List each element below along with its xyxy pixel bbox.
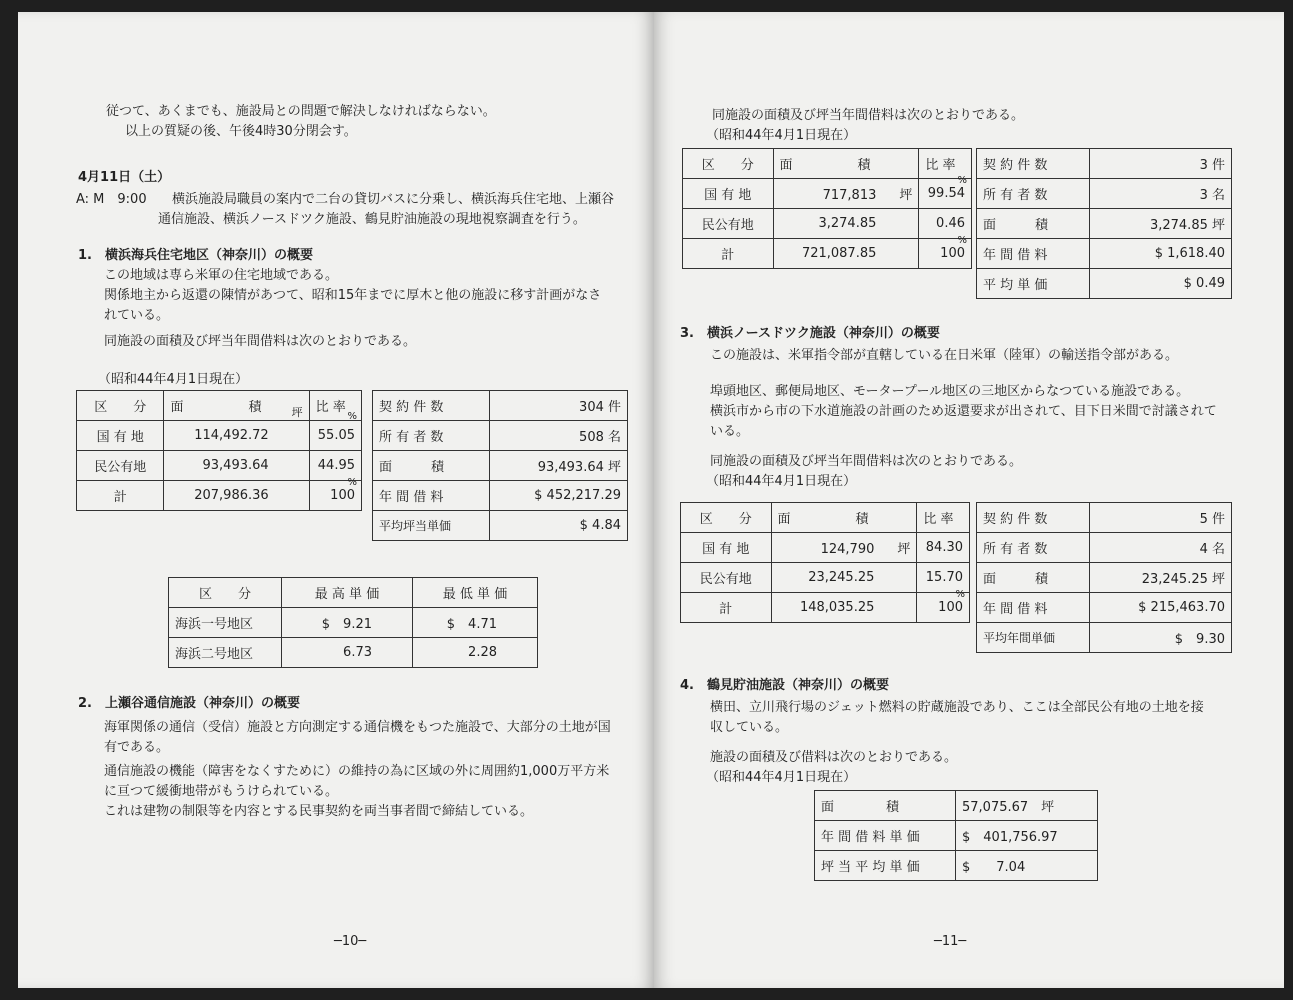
table-row — [977, 503, 1232, 533]
area-ratio-table — [76, 390, 362, 511]
contract-summary-table — [976, 502, 1232, 653]
unit-label: % — [955, 589, 965, 600]
table-header-row — [681, 503, 970, 533]
table-row — [815, 821, 1098, 851]
paragraph: 通信施設、横浜ノースドツク施設、鶴見貯油施設の現地視察調査を行う。 — [158, 212, 586, 227]
table-cell — [309, 477, 361, 511]
table-cell: 3 名 — [1090, 179, 1232, 209]
paragraph: 横浜施設局職員の案内で二台の貸切バスに分乗し、横浜海兵住宅地、上瀬谷 — [172, 192, 615, 207]
table-row — [169, 608, 538, 638]
as-of-date: （昭和44年4月1日現在） — [706, 128, 857, 143]
table-row — [977, 623, 1232, 653]
table-cell: 3,274.85 坪 — [1090, 209, 1232, 239]
table-cell: 年 間 借 料 — [373, 481, 490, 511]
table-cell: 民公有地 — [681, 563, 772, 593]
table-cell: 海浜一号地区 — [169, 608, 282, 638]
time-label: A: M 9:00 — [76, 192, 147, 207]
unit-label: 坪 — [291, 406, 303, 419]
oil-facility-table — [814, 790, 1098, 881]
table-header — [164, 391, 309, 421]
table-cell: $ 452,217.29 — [490, 481, 628, 511]
right-page — [654, 12, 1284, 988]
as-of-date: （昭和44年4月1日現在） — [98, 372, 249, 387]
paragraph: 同施設の面積及び坪当年間借料は次のとおりである。 — [712, 108, 1025, 123]
table-cell: 契 約 件 数 — [977, 149, 1090, 179]
table-header — [309, 391, 361, 421]
table-cell: $ 4.71 — [413, 608, 538, 638]
table-cell: 207,986.36 — [164, 481, 309, 511]
table-cell: $ 1,618.40 — [1090, 239, 1232, 269]
table-row — [977, 533, 1232, 563]
table-cell: 平均年間単価 — [977, 623, 1090, 653]
paragraph: 横田、立川飛行場のジェット燃料の貯蔵施設であり、ここは全部民公有地の土地を接 — [710, 700, 1204, 715]
table-row — [373, 481, 628, 511]
table-row — [373, 511, 628, 541]
paragraph: 海軍関係の通信（受信）施設と方向測定する通信機をもつた施設で、大部分の土地が国 — [104, 720, 611, 735]
table-cell: 計 — [681, 593, 772, 623]
table-cell — [771, 563, 917, 593]
table-cell: 93,493.64 — [164, 451, 309, 481]
table-cell: 0.46 — [919, 209, 972, 239]
area-ratio-table — [680, 502, 970, 623]
section-heading: 2. 上瀬谷通信施設（神奈川）の概要 — [78, 696, 300, 711]
table-cell: 民公有地 — [683, 209, 774, 239]
table-header: 比 率 — [917, 503, 970, 533]
table-cell: 所 有 者 数 — [977, 179, 1090, 209]
table-header-row — [683, 149, 972, 179]
cell-value: 100 — [940, 246, 965, 261]
table-cell: 面 積 — [977, 563, 1090, 593]
table-cell: 2.28 — [413, 638, 538, 668]
table-cell: 平均坪当単価 — [373, 511, 490, 541]
table-row — [977, 563, 1232, 593]
table-cell: $ 0.49 — [1090, 269, 1232, 299]
cell-value: 148,035.25 — [799, 600, 875, 615]
as-of-date: （昭和44年4月1日現在） — [706, 770, 857, 785]
paragraph: 埠頭地区、郵便局地区、モータープール地区の三地区からなつている施設である。 — [710, 384, 1190, 399]
table-cell: 計 — [77, 481, 164, 511]
unit-label: 坪 — [897, 542, 911, 557]
table-row — [373, 421, 628, 451]
table-cell: $ 4.84 — [490, 511, 628, 541]
paragraph: れている。 — [104, 308, 170, 323]
paragraph: 関係地主から返還の陳情があつて、昭和15年までに厚木と他の施設に移す計画がなさ — [104, 288, 602, 303]
table-header: 面 積 — [773, 149, 919, 179]
table-cell: 国 有 地 — [681, 533, 772, 563]
table-cell: $ 401,756.97 — [956, 821, 1098, 851]
table-row — [977, 269, 1232, 299]
table-cell: 57,075.67 坪 — [956, 791, 1098, 821]
unit-price-table — [168, 577, 538, 668]
table-header: 区 分 — [683, 149, 774, 179]
section-heading: 1. 横浜海兵住宅地区（神奈川）の概要 — [78, 248, 313, 263]
table-cell: 面 積 — [815, 791, 956, 821]
table-cell: 508 名 — [490, 421, 628, 451]
header-label: 比 率 — [315, 400, 346, 415]
unit-label: % — [957, 175, 967, 186]
table-row — [683, 239, 972, 269]
table-row — [77, 481, 362, 511]
paragraph: 有である。 — [104, 740, 170, 755]
paragraph: 横浜市から市の下水道施設の計画のため返還要求が出されて、目下日米間で討議されて — [710, 404, 1217, 419]
unit-label: 坪 — [899, 188, 913, 203]
section-heading: 4. 鶴見貯油施設（神奈川）の概要 — [680, 678, 889, 693]
area-ratio-table — [682, 148, 972, 269]
paragraph: 従つて、あくまでも、施設局との問題で解決しなければならない。 — [106, 104, 496, 119]
paragraph: この地域は専ら米軍の住宅地域である。 — [104, 268, 339, 283]
paragraph: 収している。 — [710, 720, 789, 735]
paragraph: 同施設の面積及び坪当年間借料は次のとおりである。 — [710, 454, 1023, 469]
table-cell: 55.05 — [309, 421, 361, 451]
table-cell: 304 件 — [490, 391, 628, 421]
table-cell — [773, 239, 919, 269]
table-cell: 平 均 単 価 — [977, 269, 1090, 299]
table-cell: 契 約 件 数 — [977, 503, 1090, 533]
table-cell: 3 件 — [1090, 149, 1232, 179]
table-cell — [917, 589, 970, 623]
table-cell: 4 名 — [1090, 533, 1232, 563]
table-cell — [771, 593, 917, 623]
paragraph: に亘つて緩衝地帯がもうけられている。 — [104, 784, 339, 799]
paragraph: 同施設の面積及び坪当年間借料は次のとおりである。 — [104, 334, 417, 349]
table-row — [815, 791, 1098, 821]
as-of-date: （昭和44年4月1日現在） — [706, 474, 857, 489]
table-row — [681, 533, 970, 563]
cell-value: 721,087.85 — [801, 246, 877, 261]
table-row — [169, 638, 538, 668]
table-cell: 面 積 — [977, 209, 1090, 239]
cell-value: 99.54 — [927, 186, 965, 201]
page-number: ─11─ — [934, 934, 967, 949]
table-header: 最 低 単 価 — [413, 578, 538, 608]
table-row — [681, 593, 970, 623]
unit-label: % — [347, 411, 357, 422]
table-cell: 民公有地 — [77, 451, 164, 481]
table-header-row — [169, 578, 538, 608]
table-cell: 計 — [683, 239, 774, 269]
table-cell: 5 件 — [1090, 503, 1232, 533]
table-cell: $ 9.30 — [1090, 623, 1232, 653]
table-row — [977, 149, 1232, 179]
left-page — [18, 12, 654, 988]
table-header-row — [77, 391, 362, 421]
cell-value: 100 — [330, 488, 355, 503]
table-cell: 93,493.64 坪 — [490, 451, 628, 481]
table-row — [683, 179, 972, 209]
paragraph: いる。 — [710, 424, 750, 439]
unit-label: % — [957, 235, 967, 246]
section-heading: 3. 横浜ノースドツク施設（神奈川）の概要 — [680, 326, 940, 341]
table-cell: 6.73 — [282, 638, 413, 668]
contract-summary-table — [976, 148, 1232, 299]
table-cell: 44.95 — [309, 451, 361, 481]
table-row — [977, 179, 1232, 209]
table-cell — [919, 235, 972, 269]
table-cell: 年 間 借 料 — [977, 239, 1090, 269]
header-label: 面 積 — [170, 400, 262, 415]
table-cell: 面 積 — [373, 451, 490, 481]
table-row — [373, 391, 628, 421]
table-row — [681, 563, 970, 593]
table-cell: 国 有 地 — [683, 179, 774, 209]
table-header: 面 積 — [771, 503, 917, 533]
table-cell — [771, 533, 917, 563]
table-header: 区 分 — [77, 391, 164, 421]
paragraph: 以上の質疑の後、午後4時30分閉会す。 — [125, 124, 357, 139]
table-header: 区 分 — [169, 578, 282, 608]
table-cell: 所 有 者 数 — [977, 533, 1090, 563]
table-cell: 坪 当 平 均 単 価 — [815, 851, 956, 881]
page-number: ─10─ — [334, 934, 367, 949]
table-row — [977, 209, 1232, 239]
table-cell: 84.30 — [917, 533, 970, 563]
date-heading: 4月11日（土） — [78, 170, 171, 185]
table-row — [373, 451, 628, 481]
cell-value: 124,790 — [820, 542, 875, 557]
table-cell: $ 7.04 — [956, 851, 1098, 881]
paragraph: 通信施設の機能（障害をなくすために）の維持の為に区域の外に周囲約1,000万平方米 — [104, 764, 610, 779]
unit-label: % — [347, 477, 357, 488]
table-cell: $ 215,463.70 — [1090, 593, 1232, 623]
table-cell: 23,245.25 坪 — [1090, 563, 1232, 593]
cell-value: 717,813 — [822, 188, 877, 203]
table-row — [977, 593, 1232, 623]
table-cell: 国 有 地 — [77, 421, 164, 451]
table-header: 比 率 — [919, 149, 972, 179]
table-row — [815, 851, 1098, 881]
paragraph: この施設は、米軍指令部が直轄している在日米軍（陸軍）の輸送指令部がある。 — [710, 348, 1179, 363]
contract-summary-table — [372, 390, 628, 541]
table-row — [977, 239, 1232, 269]
table-cell: 所 有 者 数 — [373, 421, 490, 451]
table-row — [77, 421, 362, 451]
paragraph: 施設の面積及び借料は次のとおりである。 — [710, 750, 958, 765]
cell-value: 23,245.25 — [808, 570, 875, 585]
table-cell: 契 約 件 数 — [373, 391, 490, 421]
table-header: 最 高 単 価 — [282, 578, 413, 608]
table-cell: 15.70 — [917, 563, 970, 593]
table-cell: 海浜二号地区 — [169, 638, 282, 668]
table-row — [77, 451, 362, 481]
paragraph: これは建物の制限等を内容とする民事契約を両当事者間で締結している。 — [104, 804, 534, 819]
table-cell — [919, 175, 972, 209]
table-cell — [773, 179, 919, 209]
table-row — [683, 209, 972, 239]
cell-value: 3,274.85 — [818, 216, 877, 231]
table-cell — [773, 209, 919, 239]
cell-value: 100 — [938, 600, 963, 615]
table-cell: 年 間 借 料 — [977, 593, 1090, 623]
table-cell: 114,492.72 — [164, 421, 309, 451]
table-cell: 年 間 借 料 単 価 — [815, 821, 956, 851]
table-header: 区 分 — [681, 503, 772, 533]
table-cell: $ 9.21 — [282, 608, 413, 638]
